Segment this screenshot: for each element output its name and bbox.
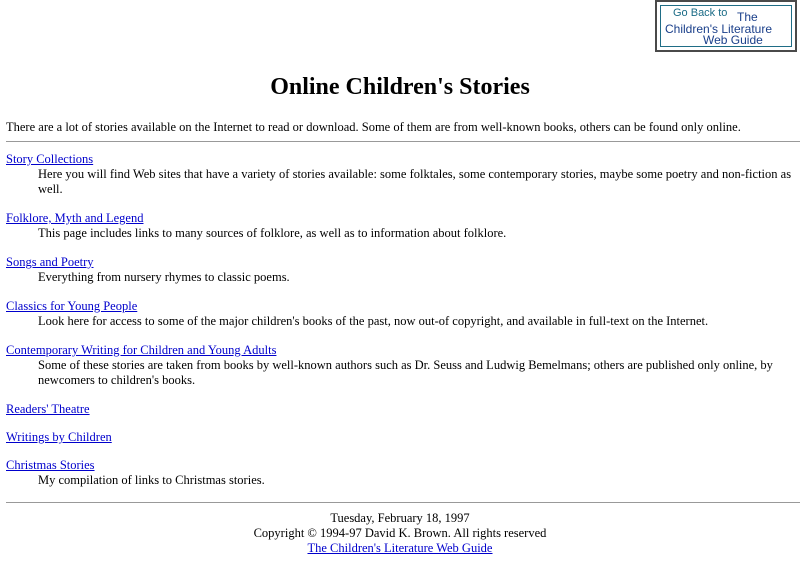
section-description: My compilation of links to Christmas stories. (38, 473, 265, 487)
section-item (6, 430, 800, 445)
logo-go-back-text: Go Back to (673, 7, 728, 19)
readers-theatre-link[interactable]: Readers' Theatre (6, 402, 90, 416)
page-title: Online Children's Stories (270, 74, 530, 100)
writings-by-children-link[interactable]: Writings by Children (6, 430, 112, 444)
section-item (6, 343, 800, 358)
section-description: Some of these stories are taken from books by well-known authors such as Dr. Seuss and Ludwig Bemelmans; others are published only online, by newcomers to children's books. (38, 358, 773, 387)
songs-and-poetry-link[interactable]: Songs and Poetry (6, 255, 94, 269)
contemporary-writing-link[interactable]: Contemporary Writing for Children and Young Adults (6, 343, 277, 357)
divider-bottom (6, 502, 800, 503)
section-description: Here you will find Web sites that have a variety of stories available: some folktales, some contemporary stories, maybe some poetry and non-fiction as well. (38, 167, 792, 196)
folklore-myth-legend-link[interactable]: Folklore, Myth and Legend (6, 211, 144, 225)
section-description: This page includes links to many sources of folklore, as well as to information about folklore. (38, 226, 507, 240)
go-back-logo-button[interactable] (655, 0, 797, 52)
section-item (6, 402, 800, 417)
top-bar (0, 0, 800, 56)
section-item (6, 255, 800, 270)
logo-childrens-literature-text: Children's Literature (665, 22, 773, 36)
footer-date: Tuesday, February 18, 1997 (330, 511, 470, 525)
section-item (6, 211, 800, 226)
footer-home-link[interactable]: The Children's Literature Web Guide (307, 541, 493, 555)
section-item (6, 458, 800, 473)
christmas-stories-link[interactable]: Christmas Stories (6, 458, 95, 472)
footer (0, 511, 800, 556)
classics-for-young-people-link[interactable]: Classics for Young People (6, 299, 138, 313)
logo-web-guide-text: Web Guide (703, 33, 763, 47)
section-list (0, 152, 800, 488)
story-collections-link[interactable]: Story Collections (6, 152, 94, 166)
section-item (6, 299, 800, 314)
footer-copyright: Copyright © 1994-97 David K. Brown. All rights reserved (253, 526, 547, 540)
section-description: Everything from nursery rhymes to classic poems. (38, 270, 290, 284)
section-item (6, 152, 800, 167)
divider-top (6, 141, 800, 142)
section-description: Look here for access to some of the major children's books of the past, now out-of copyright, and available in full-text on the Internet. (38, 314, 709, 328)
intro-paragraph: There are a lot of stories available on the Internet to read or download. Some of them are from well-known books, others can be found only online. (6, 120, 741, 134)
logo-the-text: The (737, 10, 758, 24)
